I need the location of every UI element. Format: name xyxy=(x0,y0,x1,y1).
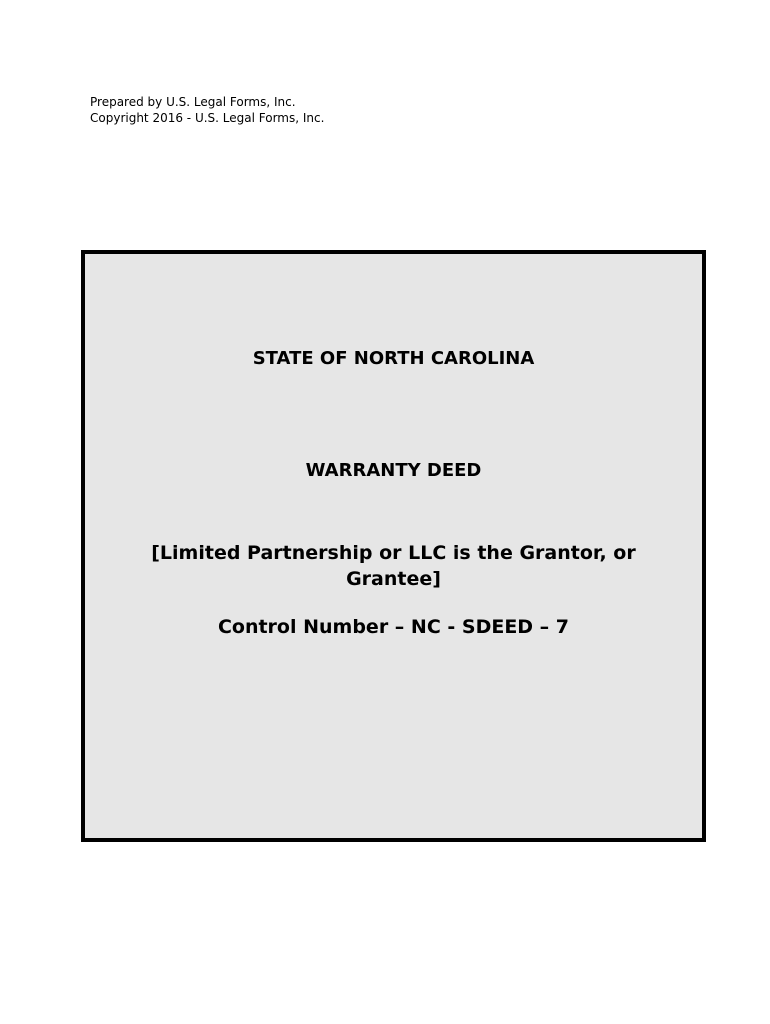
prepared-by-text: Prepared by U.S. Legal Forms, Inc. xyxy=(90,95,296,109)
control-number: Control Number – NC - SDEED – 7 xyxy=(217,616,570,638)
state-title: STATE OF NORTH CAROLINA xyxy=(252,348,535,369)
copyright-text: Copyright 2016 - U.S. Legal Forms, Inc. xyxy=(90,111,325,125)
deed-subtitle: [Limited Partnership or LLC is the Grantor, or Grantee] xyxy=(151,542,636,590)
document-cover-box xyxy=(81,250,706,842)
preparer-notice xyxy=(90,94,324,126)
deed-title: WARRANTY DEED xyxy=(305,460,482,481)
